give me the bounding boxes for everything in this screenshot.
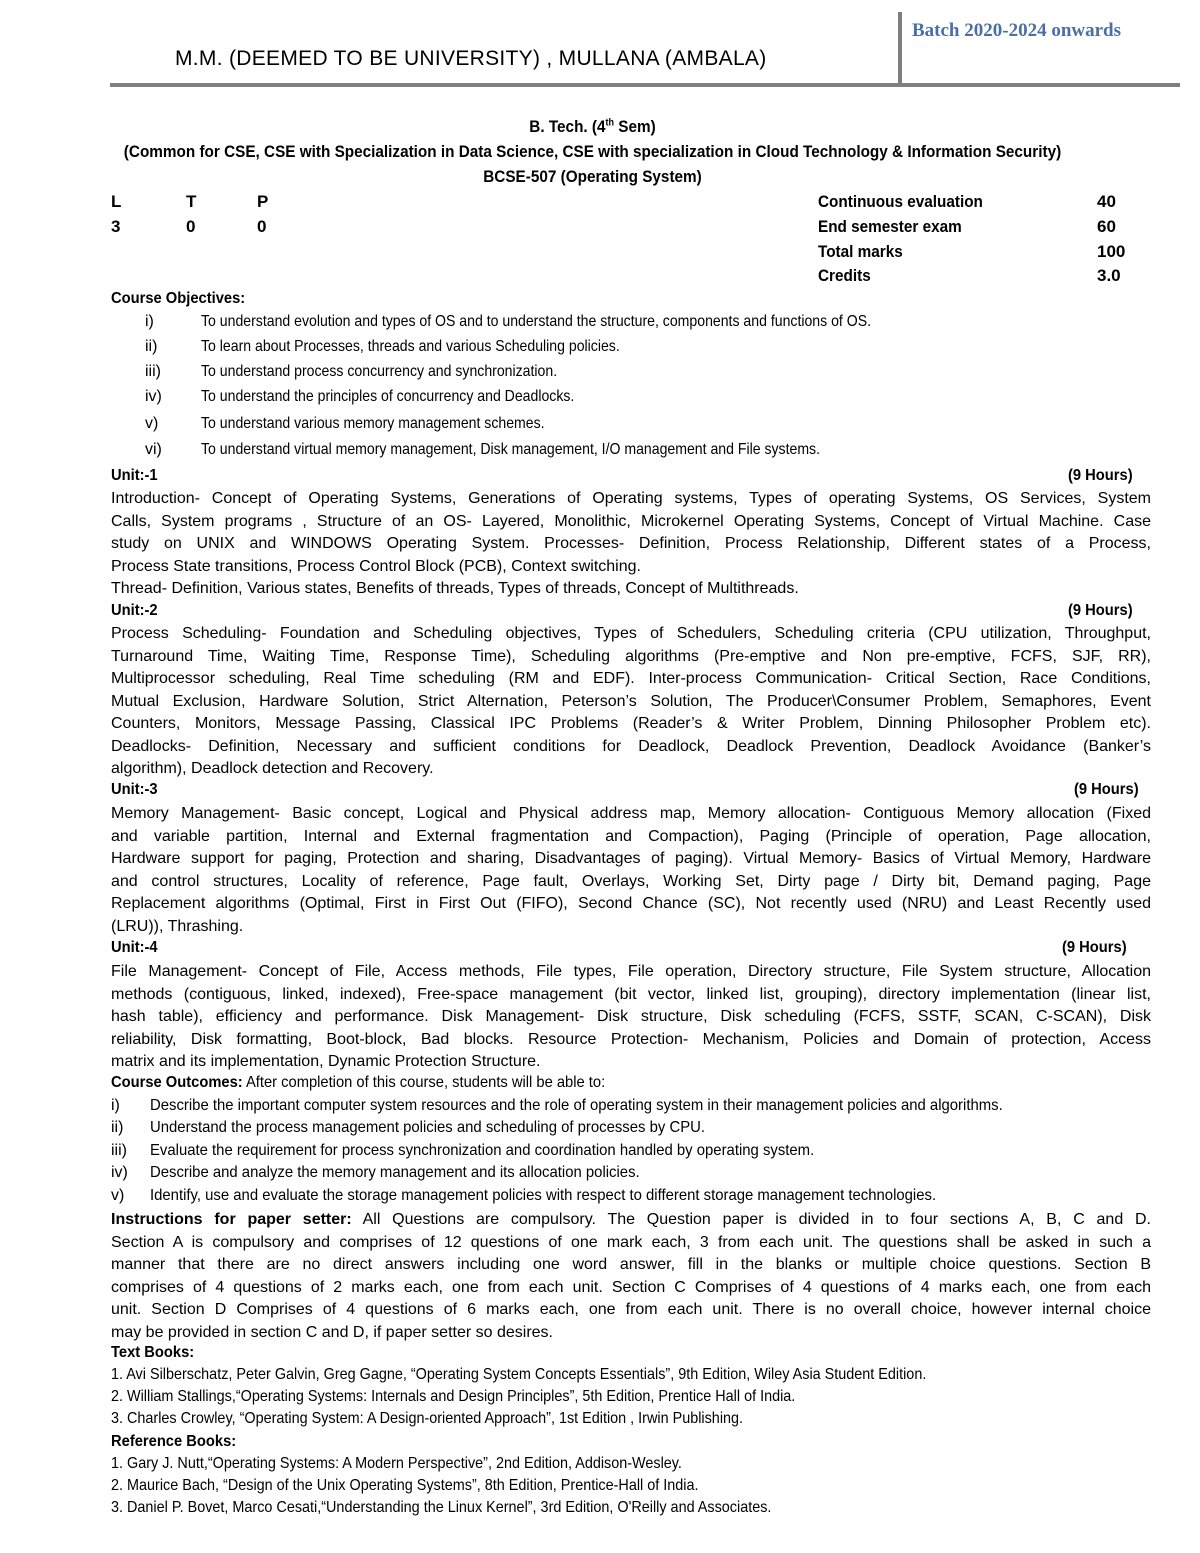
outcome-number: ii) (111, 1119, 124, 1136)
outcomes-intro: After completion of this course, students will be able to: (245, 1074, 606, 1091)
unit-1-content (111, 488, 1151, 601)
text-book-item: 3. Charles Crowley, “Operating System: A Design-oriented Approach”, 1st Edition , Irwin Publishing. (111, 1410, 744, 1427)
outcomes-heading: Course Outcomes: (111, 1074, 243, 1091)
unit-2-line: Turnaround Time, Waiting Time, Response Time), Scheduling algorithms (Pre-emptive and Non pre-emptive, FCFS, SJF, RR), (111, 647, 1151, 665)
reference-book-item: 3. Daniel P. Bovet, Marco Cesati,“Understanding the Linux Kernel”, 3rd Edition, O'Reilly and Associates. (111, 1499, 772, 1516)
ltp-value-p: 0 (257, 217, 267, 236)
marks-label: Total marks (818, 242, 903, 261)
objective-text: To understand various memory management schemes. (201, 415, 545, 432)
reference-book-item: 1. Gary J. Nutt,“Operating Systems: A Modern Perspective”, 2nd Edition, Addison-Wesley. (111, 1455, 682, 1472)
semester-title: B. Tech. (4th Sem) (529, 117, 656, 136)
marks-label: End semester exam (818, 217, 962, 236)
ltp-header-l: L (111, 192, 122, 211)
ltp-header-p: P (257, 192, 269, 211)
unit-1-line: study on UNIX and WINDOWS Operating System. Processes- Definition, Process Relationship, Different states of a Process, (111, 535, 1151, 552)
marks-value: 100 (1097, 242, 1126, 261)
university-title: M.M. (DEEMED TO BE UNIVERSITY) , MULLANA (AMBALA) (175, 47, 767, 70)
outcomes-header-line (111, 1074, 605, 1092)
unit-4-title: Unit:-4 (111, 939, 158, 956)
unit-3-line: (LRU)), Thrashing. (111, 917, 244, 935)
instructions-line: manner that there are no direct answers including one word answer, fill in the blanks or multiple choice questions. Section B (111, 1256, 1151, 1273)
unit-1-line: Thread- Definition, Various states, Benefits of threads, Types of threads, Concept of Multithreads. (111, 580, 799, 597)
instructions-first-line (111, 1209, 1151, 1232)
text-book-item: 1. Avi Silberschatz, Peter Galvin, Greg Gagne, “Operating System Concepts Essentials”, 9th Edition, Wiley Asia Student Edition. (111, 1366, 927, 1383)
outcome-text: Understand the process management policies and scheduling of processes by CPU. (150, 1119, 706, 1136)
unit-1-title: Unit:-1 (111, 467, 158, 484)
header-divider-vertical (898, 12, 902, 84)
outcome-number: v) (111, 1187, 125, 1204)
unit-3-line: Replacement algorithms (Optimal, First in First Out (FIFO), Second Chance (SC), Not recently used (NRU) and Least Recently used (111, 895, 1151, 912)
instructions-block (111, 1209, 1151, 1344)
objective-number: ii) (145, 338, 158, 355)
instructions-line: All Questions are compulsory. The Question paper is divided in to four sections A, B, C and D. (362, 1211, 1152, 1228)
course-code: BCSE-507 (Operating System) (483, 167, 702, 186)
header-divider-horizontal (110, 83, 1180, 87)
objective-number: v) (145, 415, 159, 432)
text-books-heading: Text Books: (111, 1344, 195, 1361)
unit-4-line: methods (contiguous, linked, indexed), Free-space management (bit vector, linked list, grouping), directory implementation (linear list, (111, 985, 1151, 1003)
unit-4-line: reliability, Disk formatting, Boot-block, Bad blocks. Resource Protection- Mechanism, Policies and Domain of protection, Access (111, 1030, 1151, 1048)
unit-4-hours: (9 Hours) (1062, 939, 1127, 956)
outcome-text: Describe the important computer system resources and the role of operating system in their management policies and algorithms. (150, 1097, 1003, 1114)
outcome-number: iv) (111, 1164, 128, 1181)
unit-1-line: Process State transitions, Process Control Block (PCB), Context switching. (111, 557, 641, 575)
unit-2-line: Multiprocessor scheduling, Real Time scheduling (RM and EDF). Inter-process Communication- Critical Section, Race Conditions, (111, 670, 1151, 687)
objective-text: To understand the principles of concurrency and Deadlocks. (201, 388, 575, 405)
instructions-line: unit. Section D Comprises of 4 questions of 6 marks each, one from each unit. There is no overall choice, however internal choice (111, 1301, 1151, 1318)
unit-2-line: algorithm), Deadlock detection and Recovery. (111, 760, 434, 777)
unit-4-content (111, 961, 1151, 1074)
reference-book-item: 2. Maurice Bach, “Design of the Unix Operating Systems”, 8th Edition, Prentice-Hall of India. (111, 1477, 699, 1494)
ltp-value-t: 0 (186, 217, 196, 236)
unit-1-hours: (9 Hours) (1068, 467, 1133, 484)
unit-3-content (111, 803, 1151, 938)
outcome-text: Identify, use and evaluate the storage management policies with respect to different storage management technologies. (150, 1187, 937, 1204)
unit-3-line: Memory Management- Basic concept, Logical and Physical address map, Memory allocation- Contiguous Memory allocation (Fixed (111, 805, 1151, 822)
unit-2-hours: (9 Hours) (1068, 602, 1133, 619)
unit-2-content (111, 623, 1151, 781)
unit-3-title: Unit:-3 (111, 781, 158, 798)
objective-number: i) (145, 313, 154, 330)
objective-text: To learn about Processes, threads and various Scheduling policies. (201, 338, 620, 355)
unit-2-title: Unit:-2 (111, 602, 158, 619)
common-for-line: (Common for CSE, CSE with Specialization in Data Science, CSE with specialization in Cloud Technology & Information Security) (123, 142, 1062, 161)
instructions-line: Section A is compulsory and comprises of 12 questions of one mark each, 3 from each unit. The questions shall be asked in such a (111, 1233, 1151, 1251)
batch-label: Batch 2020-2024 onwards (912, 20, 1122, 41)
reference-books-heading: Reference Books: (111, 1433, 237, 1450)
marks-value: 3.0 (1097, 266, 1121, 285)
unit-4-line: matrix and its implementation, Dynamic Protection Structure. (111, 1053, 541, 1070)
objective-text: To understand evolution and types of OS and to understand the structure, components and functions of OS. (201, 313, 872, 330)
unit-4-line: File Management- Concept of File, Access methods, File types, File operation, Directory structure, File System structure, Allocation (111, 963, 1151, 980)
unit-3-line: and variable partition, Internal and External fragmentation and Compaction), Paging (Principle of operation, Page allocation, (111, 827, 1151, 845)
marks-label: Credits (818, 266, 871, 285)
marks-value: 40 (1097, 192, 1116, 211)
objective-text: To understand virtual memory management, Disk management, I/O management and File systems. (201, 441, 821, 458)
unit-3-line: Hardware support for paging, Protection and sharing, Disadvantages of paging). Virtual Memory- Basics of Virtual Memory, Hardware (111, 850, 1151, 867)
instructions-heading: Instructions for paper setter: (111, 1211, 352, 1228)
objective-number: iii) (145, 363, 161, 380)
unit-1-line: Calls, System programs , Structure of an OS- Layered, Monolithic, Microkernel Operating Systems, Concept of Virtual Machine. Case (111, 512, 1151, 530)
unit-3-line: and control structures, Locality of reference, Page fault, Overlays, Working Set, Dirty page / Dirty bit, Demand paging, Page (111, 872, 1151, 890)
ltp-header-t: T (186, 192, 197, 211)
unit-1-line: Introduction- Concept of Operating Systems, Generations of Operating systems, Types of operating Systems, OS Services, System (111, 490, 1151, 507)
outcome-text: Describe and analyze the memory management and its allocation policies. (150, 1164, 640, 1181)
outcome-number: iii) (111, 1142, 127, 1159)
unit-3-hours: (9 Hours) (1074, 781, 1139, 798)
outcome-text: Evaluate the requirement for process synchronization and coordination handled by operating system. (150, 1142, 815, 1159)
unit-2-line: Process Scheduling- Foundation and Scheduling objectives, Types of Schedulers, Scheduling criteria (CPU utilization, Throughput, (111, 625, 1151, 642)
unit-2-line: Counters, Monitors, Message Passing, Classical IPC Problems (Reader’s & Writer Problem, Dinning Philosopher Problem etc). (111, 715, 1151, 732)
objective-number: iv) (145, 388, 162, 405)
instructions-line: may be provided in section C and D, if paper setter so desires. (111, 1323, 553, 1341)
objective-number: vi) (145, 441, 162, 458)
marks-label: Continuous evaluation (818, 192, 983, 211)
instructions-line: comprises of 4 questions of 2 marks each, one from each unit. Section C Comprises of 4 questions of 4 marks each, one from each (111, 1278, 1151, 1296)
marks-value: 60 (1097, 217, 1116, 236)
unit-2-line: Mutual Exclusion, Hardware Solution, Strict Alternation, Peterson’s Solution, The Producer\Consumer Problem, Semaphores, Event (111, 692, 1151, 710)
unit-4-line: hash table), efficiency and performance. Disk Management- Disk structure, Disk scheduling (FCFS, SSTF, SCAN, C-SCAN), Disk (111, 1008, 1151, 1025)
text-book-item: 2. William Stallings,“Operating Systems: Internals and Design Principles”, 5th Edition, Prentice Hall of India. (111, 1388, 796, 1405)
ltp-value-l: 3 (111, 217, 121, 236)
unit-2-line: Deadlocks- Definition, Necessary and sufficient conditions for Deadlock, Deadlock Prevention, Deadlock Avoidance (Banker’s (111, 737, 1151, 755)
outcome-number: i) (111, 1097, 120, 1114)
objective-text: To understand process concurrency and synchronization. (201, 363, 558, 380)
objectives-heading: Course Objectives: (111, 290, 246, 307)
